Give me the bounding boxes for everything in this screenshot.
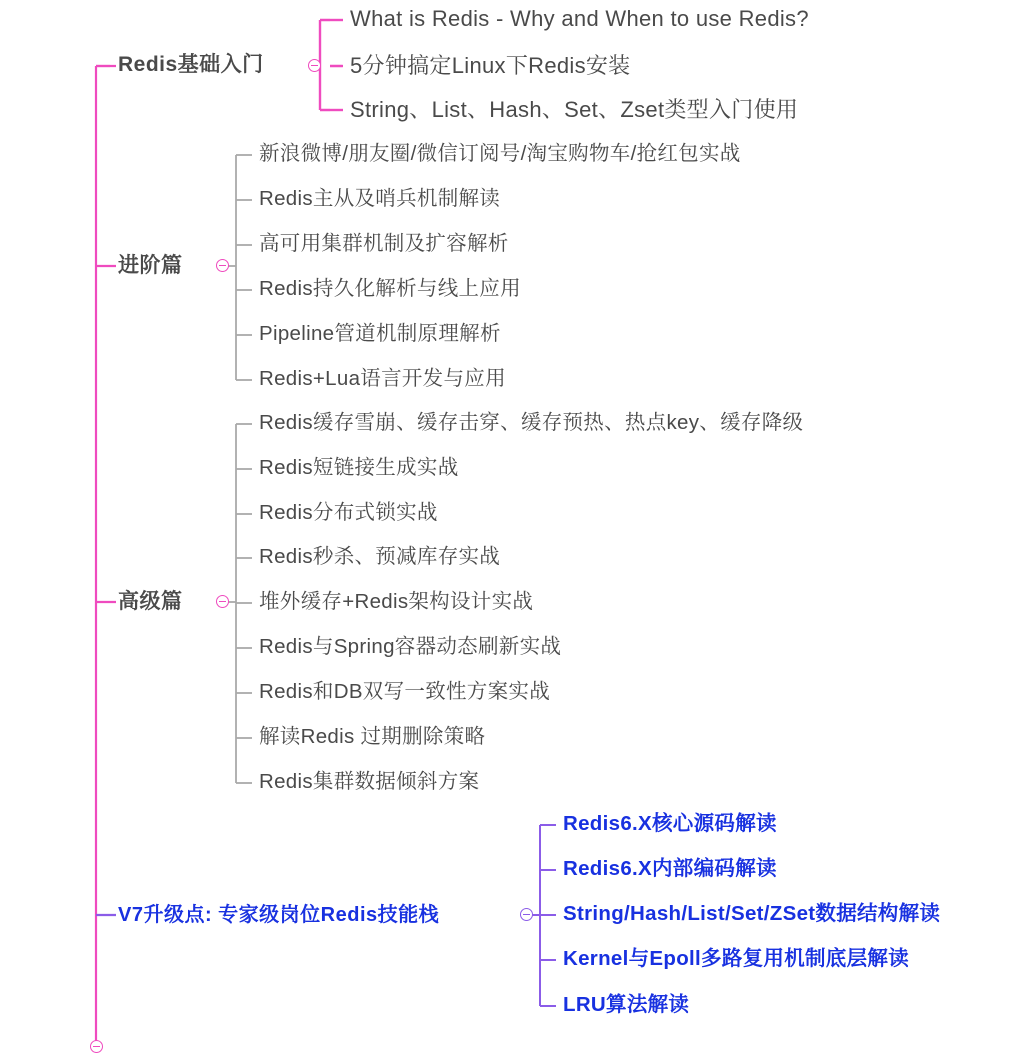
leaf-label-seckill[interactable]: Redis秒杀、预减库存实战 <box>259 545 501 568</box>
leaf-label-pipeline[interactable]: Pipeline管道机制原理解析 <box>259 322 501 345</box>
collapse-toggle-icon-trunk-bottom[interactable] <box>90 1040 103 1053</box>
branch-label-v7-upgrade[interactable]: V7升级点: 专家级岗位Redis技能栈 <box>118 904 440 926</box>
leaf-label-what-is-redis[interactable]: What is Redis - Why and When to use Redis? <box>350 6 809 31</box>
leaf-label-spring-refresh[interactable]: Redis与Spring容器动态刷新实战 <box>259 635 562 658</box>
collapse-toggle-icon-advanced[interactable] <box>216 259 229 272</box>
leaf-label-ha-cluster[interactable]: 高可用集群机制及扩容解析 <box>259 232 509 255</box>
leaf-label-data-structures[interactable]: String/Hash/List/Set/ZSet数据结构解读 <box>563 902 941 925</box>
leaf-label-master-slave-sentinel[interactable]: Redis主从及哨兵机制解读 <box>259 187 501 210</box>
collapse-toggle-icon-v7-upgrade[interactable] <box>520 908 533 921</box>
leaf-label-lru[interactable]: LRU算法解读 <box>563 993 690 1016</box>
branch-label-expert[interactable]: 高级篇 <box>118 590 183 613</box>
leaf-label-lua[interactable]: Redis+Lua语言开发与应用 <box>259 367 506 390</box>
leaf-label-weibo-cases[interactable]: 新浪微博/朋友圈/微信订阅号/淘宝购物车/抢红包实战 <box>259 142 741 165</box>
leaf-label-types-intro[interactable]: String、List、Hash、Set、Zset类型入门使用 <box>350 97 799 122</box>
leaf-label-cache-problems[interactable]: Redis缓存雪崩、缓存击穿、缓存预热、热点key、缓存降级 <box>259 411 804 434</box>
leaf-label-short-link[interactable]: Redis短链接生成实战 <box>259 456 459 479</box>
leaf-label-offheap-cache[interactable]: 堆外缓存+Redis架构设计实战 <box>259 590 534 613</box>
branch-label-redis-basics[interactable]: Redis基础入门 <box>118 53 264 76</box>
leaf-label-linux-install[interactable]: 5分钟搞定Linux下Redis安装 <box>350 53 631 78</box>
leaf-label-kernel-epoll[interactable]: Kernel与Epoll多路复用机制底层解读 <box>563 947 910 970</box>
leaf-label-data-skew[interactable]: Redis集群数据倾斜方案 <box>259 770 480 793</box>
leaf-label-db-consistency[interactable]: Redis和DB双写一致性方案实战 <box>259 680 550 703</box>
collapse-toggle-icon-redis-basics[interactable] <box>308 59 321 72</box>
leaf-label-persistence[interactable]: Redis持久化解析与线上应用 <box>259 277 521 300</box>
collapse-toggle-icon-expert[interactable] <box>216 595 229 608</box>
leaf-label-expire-policy[interactable]: 解读Redis 过期删除策略 <box>259 725 486 748</box>
leaf-label-redis6-source[interactable]: Redis6.X核心源码解读 <box>563 812 777 835</box>
leaf-label-distributed-lock[interactable]: Redis分布式锁实战 <box>259 501 438 524</box>
leaf-label-redis6-encoding[interactable]: Redis6.X内部编码解读 <box>563 857 777 880</box>
branch-label-advanced[interactable]: 进阶篇 <box>118 254 183 277</box>
